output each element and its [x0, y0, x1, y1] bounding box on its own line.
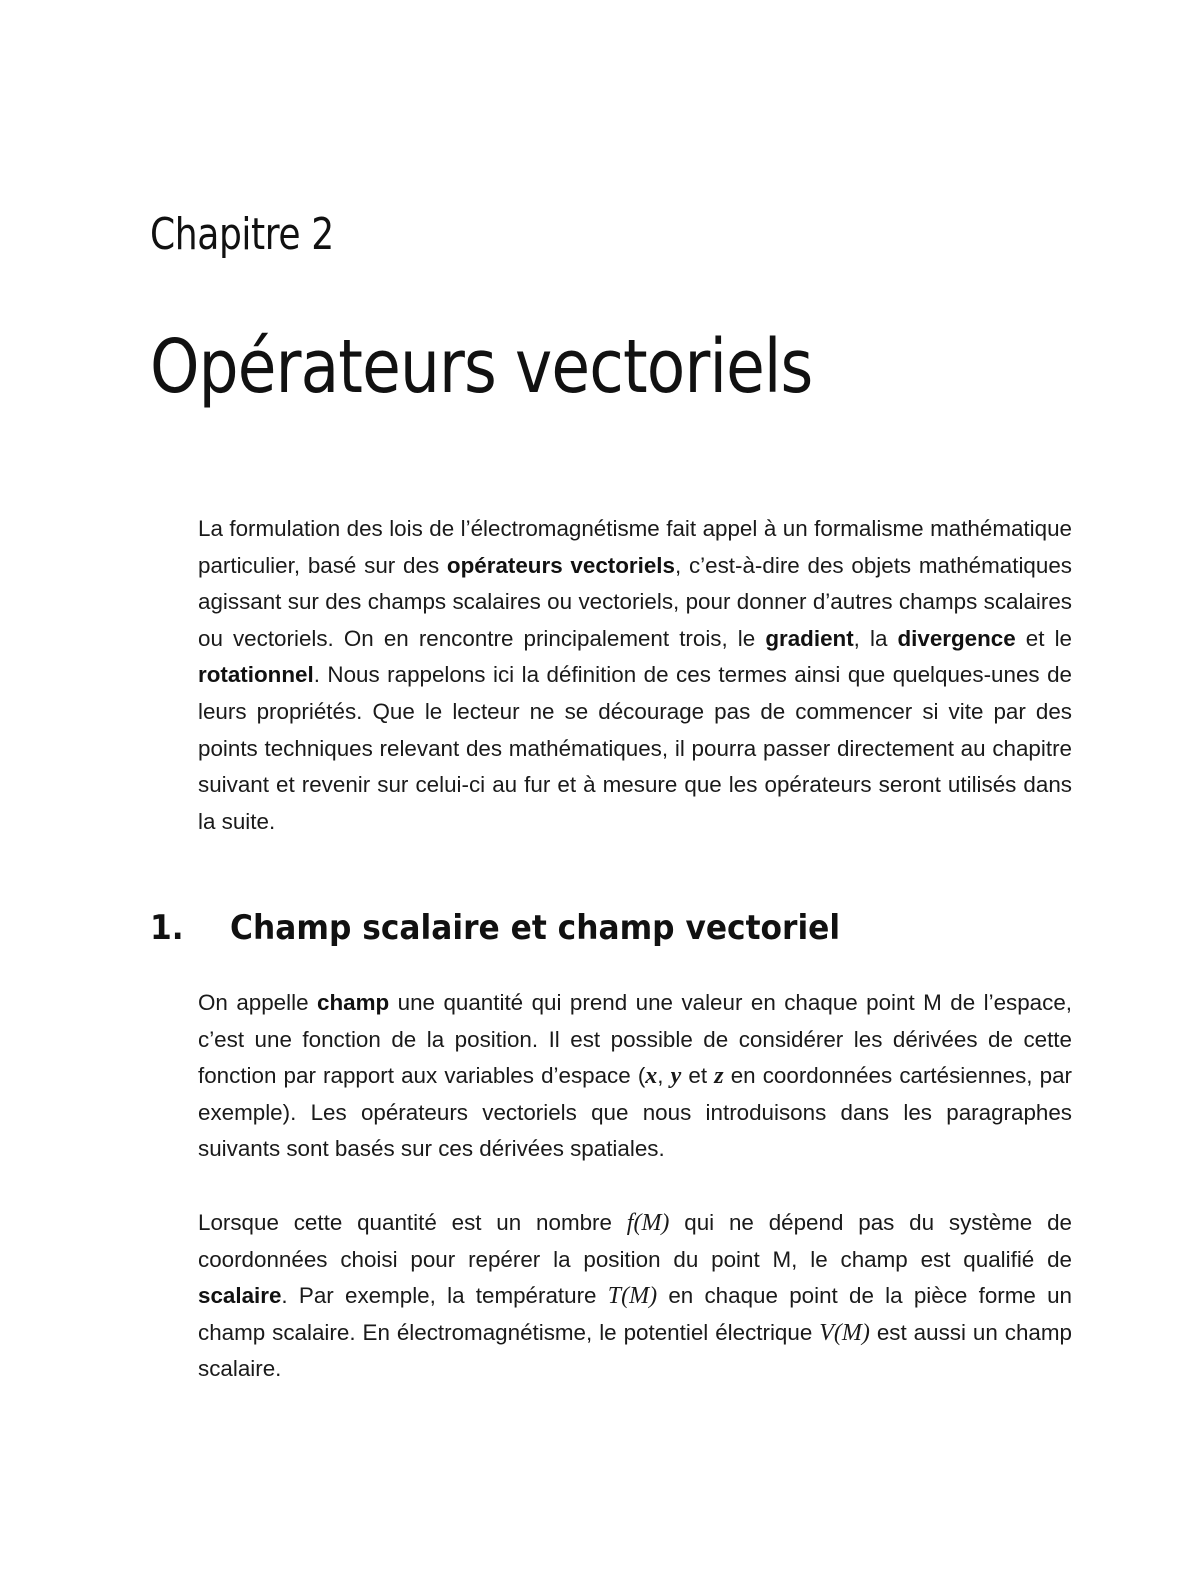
intro-text: et le: [1015, 625, 1072, 651]
math-expression-t-of-m: T(M): [607, 1283, 658, 1310]
intro-paragraph: [198, 511, 1072, 840]
paragraph-text: . Par exemple, la température: [281, 1283, 608, 1309]
term-rotationnel: rotationnel: [198, 662, 314, 688]
math-variable-z: z: [714, 1063, 724, 1090]
paragraph-text: en chaque point de la pièce forme un champ scalaire. En électromagnétisme, le potentiel électrique: [198, 1283, 1073, 1345]
section-heading: [150, 904, 840, 952]
math-expression-f-of-m: f(M): [626, 1210, 670, 1236]
intro-text: , la: [853, 625, 898, 651]
paragraph-text: une quantité qui prend une valeur en chaque point M de l’espace, c’est une fonction de la position. Il est possible de considérer les dérivées de cette fonction par rapport aux variables d’espace (: [198, 990, 1072, 1089]
paragraph-text: On appelle: [198, 990, 317, 1015]
intro-text: , c’est-à-dire des objets mathématiques agissant sur des champs scalaires ou vectoriels, pour donner d’autres champs scalaires ou vectoriels. On en rencontre principalement trois, le: [198, 552, 1072, 651]
intro-text: La formulation des lois de l’électromagnétisme fait appel à un formalisme mathématique particulier, basé sur des: [198, 516, 1072, 578]
term-divergence: divergence: [897, 625, 1016, 651]
math-expression-v-of-m: V(M): [819, 1319, 870, 1346]
math-variable-x: x: [645, 1063, 658, 1090]
section-number: 1.: [150, 908, 184, 948]
paragraph-text: Lorsque cette quantité est un nombre: [198, 1210, 627, 1235]
intro-text: . Nous rappelons ici la définition de ces termes ainsi que quelques-unes de leurs propriétés. Que le lecteur ne se décourage pas de commencer si vite par des points techniques relevant des mathématiques, il pourra passer directement au chapitre suivant et revenir sur celui-ci au fur et à mesure que les opérateurs seront utilisés dans la suite.: [198, 662, 1072, 834]
section-title: Champ scalaire et champ vectoriel: [230, 908, 841, 948]
term-champ: champ: [317, 990, 390, 1015]
chapter-label: Chapitre 2: [150, 209, 334, 260]
term-gradient: gradient: [765, 625, 854, 651]
chapter-title: Opérateurs vectoriels: [150, 324, 813, 410]
paragraph-text: est aussi un champ scalaire.: [198, 1319, 1072, 1382]
term-scalaire: scalaire: [198, 1283, 282, 1309]
paragraph-text: et: [681, 1063, 715, 1089]
paragraph-text: ,: [657, 1063, 671, 1089]
section-paragraph-scalaire: [198, 1205, 1072, 1388]
math-variable-y: y: [670, 1063, 682, 1090]
paragraph-text: en coordonnées cartésiennes, par exemple). Les opérateurs vectoriels que nous introduisons dans les paragraphes suivants sont basés sur ces dérivées spatiales.: [198, 1063, 1072, 1162]
paragraph-text: qui ne dépend pas du système de coordonnées choisi pour repérer la position du point M, le champ est qualifié de: [198, 1210, 1072, 1272]
term-operateurs-vectoriels: opérateurs vectoriels: [446, 552, 675, 578]
section-paragraph-champ: [198, 985, 1072, 1168]
